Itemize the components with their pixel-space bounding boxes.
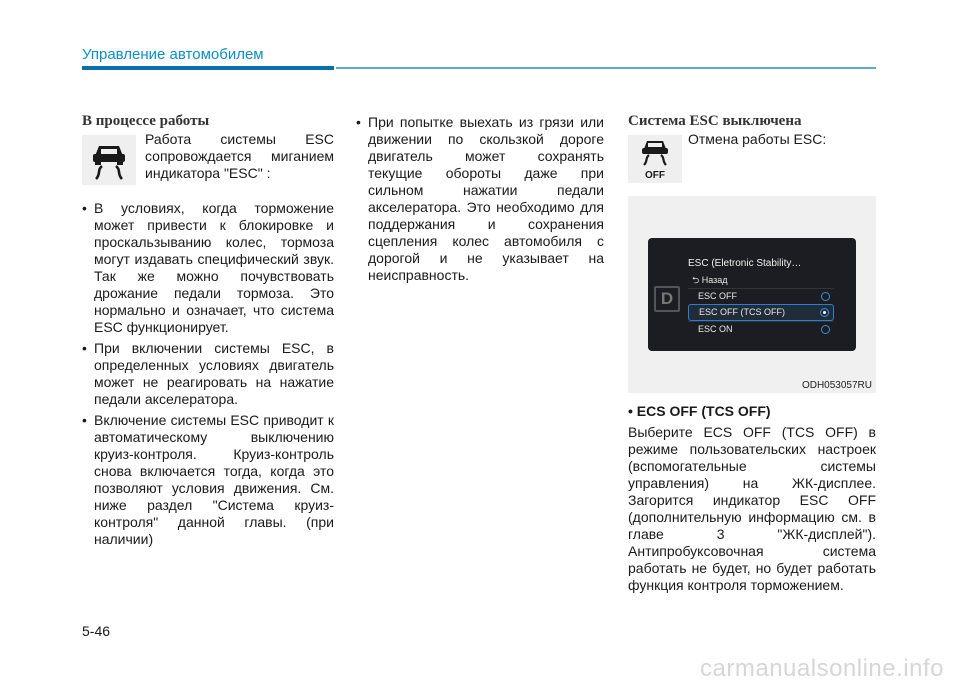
menu-item-esc-off [688,288,834,304]
middle-bullets [356,114,604,288]
back-arrow-icon: ⮌ [692,275,702,285]
page-number: 5-46 [82,623,111,639]
esc-off-icon [633,137,677,181]
menu-title: ESC (Eletronic Stability… [688,258,802,269]
esc-menu [688,258,834,337]
radio-icon [821,325,830,334]
list-item: • При включении системы ESC, в определенных условиях двигатель может не реагировать на нажатие педали акселератора. [82,340,334,408]
esc-indicator-box [82,135,136,185]
list-item: • Включение системы ESC приводит к автоматическому выключению круиз-контроля. Круиз-контроль снова включается тогда, когда это позволяют условия движения. См. ниже раздел "Система круиз-контроля" данной главы. (при наличии) [82,412,334,548]
image-code: ODH053057RU [801,380,872,391]
back-label: Назад [701,275,728,285]
menu-back [688,273,834,288]
radio-selected-icon [820,308,829,317]
lcd-screen [648,238,856,351]
menu-item-esc-off-tcs-off [688,304,834,321]
esc-off-intro: Отмена работы ESC: [688,131,827,147]
section-heading-esc-off: Система ESC выключена [628,113,802,129]
lcd-screen-figure [628,196,876,393]
operation-intro: Работа системы ESC сопровождается миганием индикатора "ESC" : [145,131,334,181]
esc-off-indicator-box [628,135,682,183]
operation-bullets [82,200,334,552]
header-rule-light [336,67,876,69]
header-title: Управление автомобилем [82,46,264,63]
list-item: • В условиях, когда торможение может привести к блокировке и проскальзыванию колес, тормоза могут издавать специфический звук. Так же можно почувствовать дрожание педали тормоза. Это нормально и означает, что система ESC функционирует. [82,200,334,336]
watermark: carmanualsonline.info [700,655,944,682]
radio-icon [821,292,830,301]
esc-off-icon-label: OFF [645,170,665,181]
ecs-off-body: Выберите ECS OFF (TCS OFF) в режиме пользовательских настроек (вспомогательные системы управления) на ЖК-дисплее. Загорится индикатор ESC OFF (дополнительную информацию см. в главе 3 "ЖК-дисплей"). Антипробуксовочная система работать не будет, но будет работать функция контроля торможением. [628,424,876,593]
list-item: • При попытке выехать из грязи или движении по скользкой дороге двигатель может сохранять текущие обороты даже при сильном нажатии педали акселератора. Это необходимо для поддержания и сохранения сцепления колес автомобиля с дорогой и не указывает на неисправность. [356,114,604,284]
menu-item-label: ESC OFF (TCS OFF) [699,307,785,317]
sub-heading-ecs-off: • ECS OFF (TCS OFF) [628,403,771,419]
menu-item-label: ESC ON [698,324,733,334]
esc-active-icon [87,138,131,182]
header-rule-dark [82,66,334,70]
gear-indicator: D [654,286,680,312]
menu-item-label: ESC OFF [698,291,738,301]
menu-item-esc-on [688,321,834,337]
section-heading-operation: В процессе работы [82,113,210,129]
